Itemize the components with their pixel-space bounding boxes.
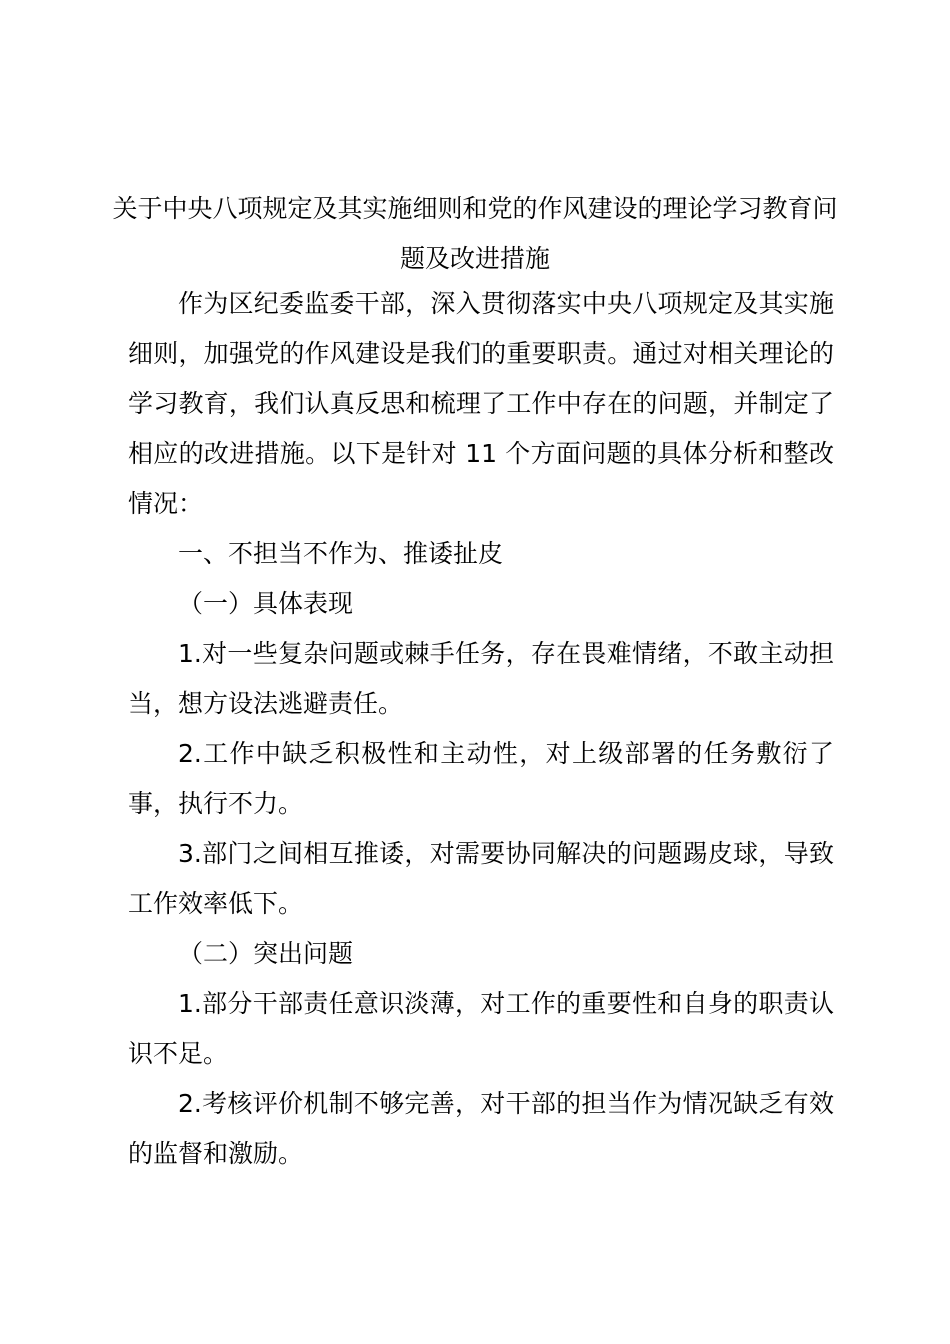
subsection-heading: （二）突出问题	[178, 939, 354, 968]
list-item: 3.部门之间相互推诿，对需要协同解决的问题踢皮球，导致工作效率低下。	[128, 839, 834, 918]
section-heading: 一、不担当不作为、推诿扯皮	[178, 539, 504, 568]
intro-paragraph: 作为区纪委监委干部，深入贯彻落实中央八项规定及其实施细则，加强党的作风建设是我们的重要职责。通过对相关理论的学习教育，我们认真反思和梳理了工作中存在的问题，并制定了相应的改进措施。以下是针对 11 个方面问题的具体分析和整改情况：	[128, 289, 834, 518]
list-item: 1.对一些复杂问题或棘手任务，存在畏难情绪，不敢主动担当，想方设法逃避责任。	[128, 639, 834, 718]
document-body	[128, 279, 834, 1179]
list-item: 2.考核评价机制不够完善，对干部的担当作为情况缺乏有效的监督和激励。	[128, 1089, 834, 1168]
subsection-heading: （一）具体表现	[178, 589, 354, 618]
document-title: 关于中央八项规定及其实施细则和党的作风建设的理论学习教育问题及改进措施	[112, 194, 838, 273]
list-item: 1.部分干部责任意识淡薄，对工作的重要性和自身的职责认识不足。	[128, 989, 834, 1068]
list-item: 2.工作中缺乏积极性和主动性，对上级部署的任务敷衍了事，执行不力。	[128, 739, 834, 818]
